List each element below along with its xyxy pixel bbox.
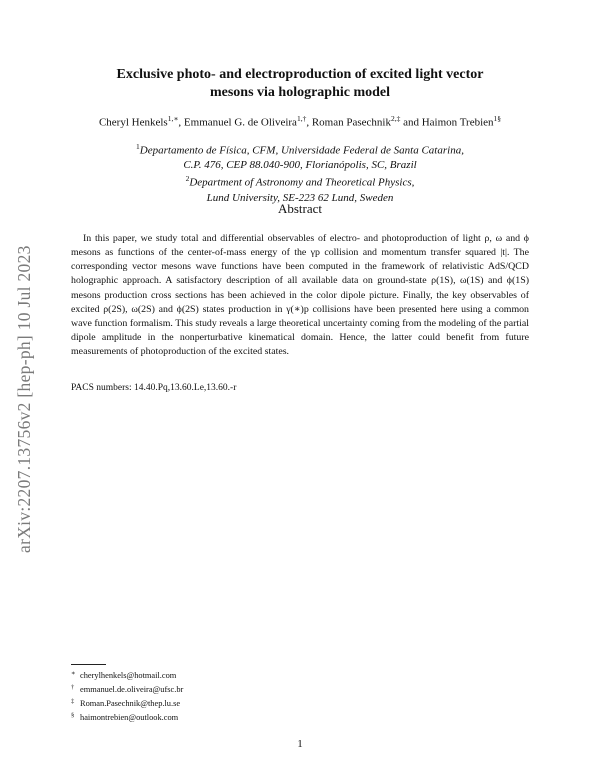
paper-title (60, 66, 540, 102)
footnote-item (71, 710, 183, 724)
author-name: Emmanuel G. de Oliveira (183, 116, 297, 129)
footnote-item (71, 668, 183, 682)
author-marks: 2,‡ (390, 114, 401, 123)
footnote-mark: ‡ (71, 698, 75, 705)
abstract-text: In this paper, we study total and differential observables of electro- and photoproduction of light ρ, ω and ϕ mesons as functions of the center-of-mass energy of the γp collision and momentum transfer squared |t|. The corresponding vector mesons wave functions have been computed in the framework of relativistic AdS/QCD holographic approach. A satisfactory description of all available data on ground-state ρ(1S), ω(1S) and ϕ(1S) mesons production cross sections has been achieved in the color dipole picture. Finally, the key observables of excited ρ(2S), ω(2S) and ϕ(2S) states production in γ(∗)p collisions have been presented here using a common wave function formalism. This study reveals a large theoretical uncertainty coming from the modeling of the partial dipole amplitude in the nonperturbative kinematical domain. Hence, the latter could benefit from future measurements of photoproduction of the excited states. (71, 233, 529, 358)
footnote-rule (71, 664, 106, 665)
author-name: Roman Pasechnik (311, 116, 391, 129)
author-marks: 1,† (296, 114, 307, 123)
abstract-heading: Abstract (277, 201, 323, 216)
affiliation-text: Department of Astronomy and Theoretical Physics, (189, 177, 415, 190)
author-marks: 1,∗ (167, 114, 179, 123)
author-separator: , (178, 116, 184, 129)
title-line-2: mesons via holographic model (209, 85, 391, 100)
author-marks: 1§ (493, 114, 502, 123)
author-separator: and (400, 116, 422, 129)
affiliation-2-line-1 (60, 172, 540, 190)
pacs-numbers: PACS numbers: 14.40.Pq,13.60.Le,13.60.-r (71, 383, 237, 393)
affiliation-mark: 1 (136, 142, 140, 151)
affiliation-mark: 2 (185, 174, 190, 184)
author-name: Haimon Trebien (421, 116, 494, 129)
title-line-1: Exclusive photo- and electroproduction of excited light vector (116, 67, 484, 82)
footnote-email[interactable]: emmanuel.de.oliveira@ufsc.br (80, 685, 184, 694)
footnote-email[interactable]: Roman.Pasechnik@thep.lu.se (80, 699, 181, 708)
affiliation-1-line-2: C.P. 476, CEP 88.040-900, Florianópolis, SC, Brazil (183, 159, 417, 172)
footnotes (71, 668, 183, 724)
affiliation-text: Departamento de Física, CFM, Universidade Federal de Santa Catarina, (139, 144, 464, 157)
page-number: 1 (297, 738, 303, 750)
author-list (40, 112, 560, 130)
footnote-email[interactable]: cherylhenkels@hotmail.com (80, 671, 177, 680)
footnote-item (71, 696, 183, 710)
affiliations (60, 140, 540, 205)
footnote-item (71, 682, 183, 696)
affiliation-2-line-2: Lund University, SE-223 62 Lund, Sweden (206, 191, 394, 204)
footnote-mark: † (71, 684, 75, 691)
footnote-mark: § (71, 712, 75, 719)
author-separator: , (306, 116, 312, 129)
footnote-email[interactable]: haimontrebien@outlook.com (80, 713, 179, 722)
arxiv-stamp[interactable]: arXiv:2207.13756v2 [hep-ph] 10 Jul 2023 (14, 245, 34, 553)
author-name: Cheryl Henkels (98, 116, 168, 129)
footnote-mark: ∗ (71, 670, 76, 677)
affiliation-1-line-1 (60, 140, 540, 158)
